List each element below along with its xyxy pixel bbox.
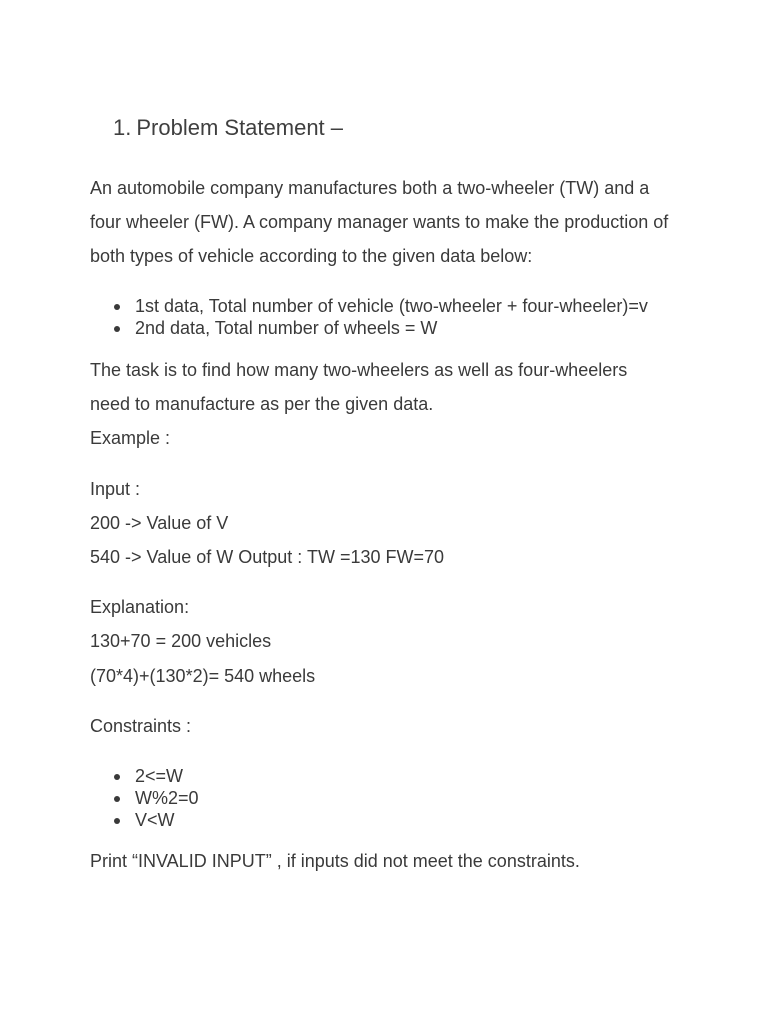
heading-number: 1. bbox=[113, 115, 132, 140]
intro-line-1: An automobile company manufactures both a two-wheeler (TW) and a bbox=[90, 178, 650, 198]
list-item bbox=[90, 809, 199, 831]
bullet-icon bbox=[114, 326, 120, 332]
list-item bbox=[90, 317, 648, 339]
example-label: Example : bbox=[90, 428, 171, 448]
intro-line-3: both types of vehicle according to the given data below: bbox=[90, 246, 533, 266]
problem-heading bbox=[113, 114, 343, 142]
task-line-2: need to manufacture as per the given data. bbox=[90, 394, 434, 414]
list-item-text: V<W bbox=[135, 810, 175, 830]
constraints-label: Constraints : bbox=[90, 716, 192, 736]
bullet-icon bbox=[114, 818, 120, 824]
list-item-text: 1st data, Total number of vehicle (two-wheeler + four-wheeler)=v bbox=[135, 296, 648, 316]
bullet-icon bbox=[114, 304, 120, 310]
input-line-2: 540 -> Value of W Output : TW =130 FW=70 bbox=[90, 547, 445, 567]
heading-title: Problem Statement – bbox=[136, 115, 344, 140]
explanation-line-1: 130+70 = 200 vehicles bbox=[90, 631, 272, 651]
data-list bbox=[90, 295, 648, 339]
intro-line-2: four wheeler (FW). A company manager wants to make the production of bbox=[90, 212, 669, 232]
bullet-icon bbox=[114, 774, 120, 780]
list-item-text: 2nd data, Total number of wheels = W bbox=[135, 318, 438, 338]
task-line-1: The task is to find how many two-wheelers as well as four-wheelers bbox=[90, 360, 628, 380]
list-item-text: 2<=W bbox=[135, 766, 184, 786]
input-label: Input : bbox=[90, 479, 141, 499]
list-item-text: W%2=0 bbox=[135, 788, 199, 808]
list-item bbox=[90, 295, 648, 317]
list-item bbox=[90, 765, 199, 787]
constraints-list bbox=[90, 765, 199, 831]
list-item bbox=[90, 787, 199, 809]
input-line-1: 200 -> Value of V bbox=[90, 513, 229, 533]
invalid-input-note: Print “INVALID INPUT” , if inputs did not meet the constraints. bbox=[90, 851, 580, 871]
explanation-line-2: (70*4)+(130*2)= 540 wheels bbox=[90, 666, 316, 686]
bullet-icon bbox=[114, 796, 120, 802]
explanation-label: Explanation: bbox=[90, 597, 190, 617]
